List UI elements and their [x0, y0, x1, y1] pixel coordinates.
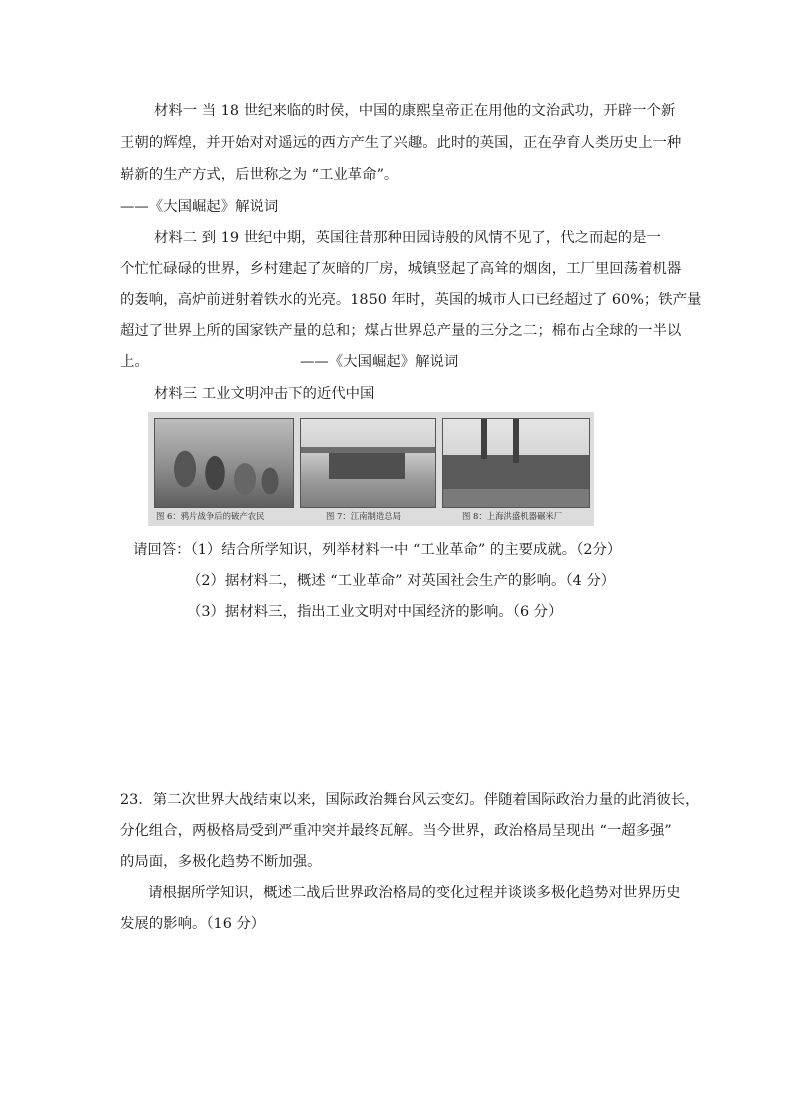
caption-fig8: 图 8：上海洪盛机器碾米厂 — [462, 511, 563, 521]
q23-line-3: 的局面，多极化趋势不断加强。 — [120, 854, 322, 870]
photo-rice-mill — [442, 418, 590, 508]
material2-line-1: 材料二 到 19 世纪中期，英国往昔那种田园诗般的风情不见了，代之而起的是一 — [154, 230, 661, 246]
material2-line-4: 超过了世界上所的国家铁产量的总和；煤占世界总产量的三分之二；棉布占全球的一半以 — [120, 323, 682, 339]
material1-line-3: 崭新的生产方式，后世称之为 “工业革命”。 — [120, 167, 399, 183]
material2-source: ——《大国崛起》解说词 — [300, 354, 459, 370]
q23-prompt-line-2: 发展的影响。（16 分） — [120, 916, 266, 932]
material1-source: ——《大国崛起》解说词 — [120, 199, 279, 215]
material1-line-1: 材料一 当 18 世纪来临的时侯，中国的康熙皇帝正在用他的文治武功，开辟一个新 — [154, 103, 676, 119]
material2-line-5-start: 上。 — [120, 354, 149, 370]
question-3: （3）据材料三，指出工业文明对中国经济的影响。（6 分） — [187, 604, 563, 620]
q23-line-1: 23．第二次世界大战结束以来，国际政治舞台风云变幻。伴随着国际政治力量的此消彼长， — [120, 792, 700, 808]
q23-line-2: 分化组合，两极格局受到严重冲突并最终瓦解。当今世界，政治格局呈现出 “一超多强” — [120, 823, 672, 839]
q23-prompt-line-1: 请根据所学知识，概述二战后世界政治格局的变化过程并谈谈多极化趋势对世界历史 — [148, 885, 681, 901]
material1-line-2: 王朝的辉煌，并开始对对遥远的西方产生了兴趣。此时的英国，正在孕育人类历史上一种 — [120, 135, 682, 151]
material3-title: 材料三 工业文明冲击下的近代中国 — [154, 386, 375, 402]
material2-line-3: 的轰响，高炉前迸射着铁水的光亮。1850 年时，英国的城市人口已经超过了 60%；铁产量 — [120, 292, 702, 308]
caption-fig7: 图 7：江南制造总局 — [326, 511, 401, 521]
caption-fig6: 图 6：鸦片战争后的破产农民 — [156, 511, 265, 521]
photo-jiangnan-arsenal — [300, 418, 436, 508]
material2-line-2: 个忙忙碌碌的世界，乡村建起了灰暗的厂房，城镇竖起了高耸的烟囱，工厂里回荡着机器 — [120, 261, 682, 277]
material3-photo-strip — [148, 412, 594, 526]
question-1: 请回答：（1）结合所学知识，列举材料一中 “工业革命” 的主要成就。（2分） — [133, 542, 622, 558]
question-2: （2）据材料二，概述 “工业革命” 对英国社会生产的影响。（4 分） — [187, 573, 616, 589]
photo-bankrupt-peasants — [154, 418, 294, 508]
